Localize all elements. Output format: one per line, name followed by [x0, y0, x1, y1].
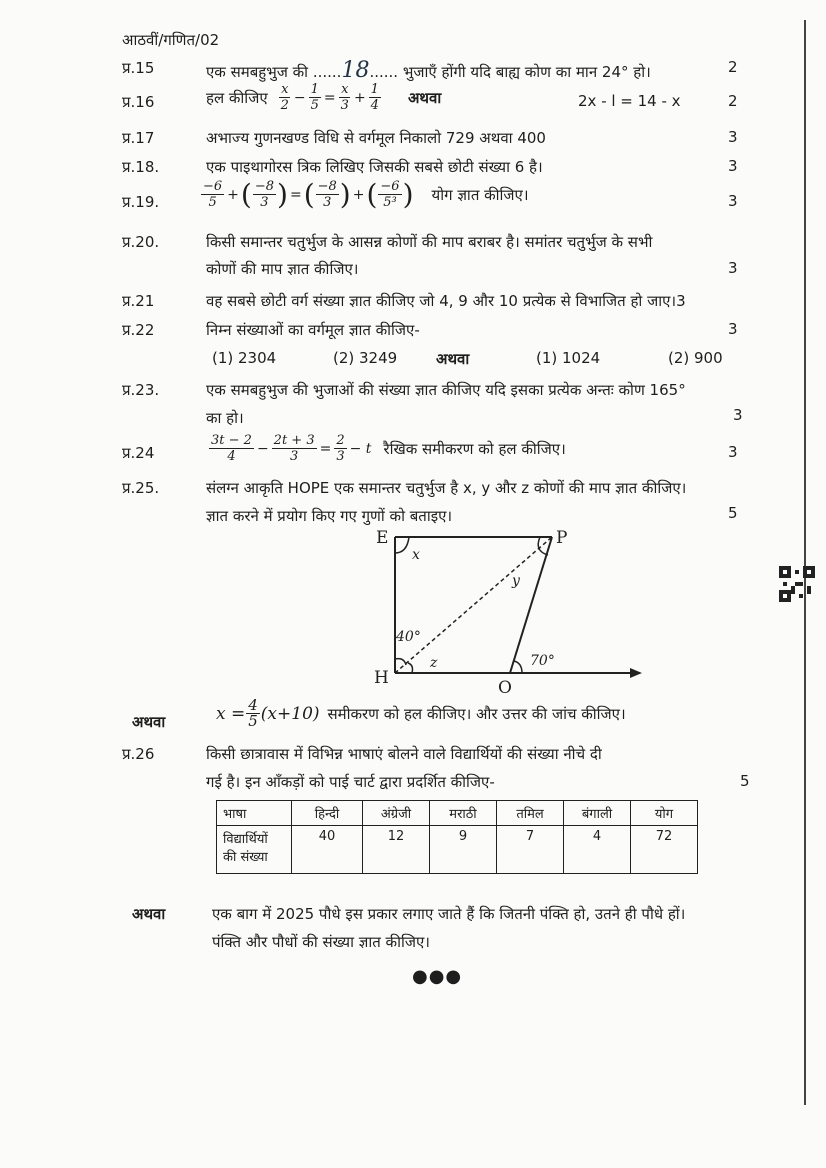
label-O: O — [498, 678, 512, 695]
table-header: मराठी — [430, 801, 497, 826]
label-E: E — [376, 528, 389, 548]
table-header: योग — [631, 801, 698, 826]
arrow-head — [630, 668, 642, 678]
label-y: y — [512, 573, 520, 589]
table-cell: 4 — [564, 826, 631, 874]
end-ornament: ●●● — [412, 966, 463, 987]
question-number: प्र.26 — [122, 745, 155, 763]
language-students-table — [216, 800, 698, 874]
marks: 3 — [733, 406, 743, 424]
angle-arc-z — [408, 663, 413, 673]
question-number: प्र.20. — [122, 233, 160, 251]
question-text: कोणों की माप ज्ञात कीजिए। — [206, 260, 359, 278]
equation: हल कीजिए $\frac{x}{2}$ − $\frac{1}{5}$ = $\frac{x}{3}$ + $\frac{1}{4}$ अथवा — [206, 82, 442, 113]
label-70: 70° — [530, 653, 555, 669]
label-P: P — [556, 528, 568, 548]
option: (2) 900 — [668, 349, 723, 367]
table-cell: 40 — [292, 826, 363, 874]
option: (1) 2304 — [212, 349, 277, 367]
marks: 5 — [728, 504, 738, 522]
equation: $\frac{3t - 2}{4}$ − $\frac{2t + 3}{3}$ = $\frac{2}{3}$ − t रैखिक समीकरण को हल कीजिए। — [211, 433, 566, 464]
marks: 3 — [728, 320, 738, 338]
or-label: अथवा — [132, 713, 166, 731]
or-label: अथवा — [132, 905, 166, 923]
equation: x = $\frac{4}{5}$ (x+10) समीकरण को हल कीजिए। और उत्तर की जांच कीजिए। — [216, 696, 626, 730]
option: (2) 3249 — [333, 349, 398, 367]
question-text: संलग्न आकृति HOPE एक समान्तर चतुर्भुज है x, y और z कोणों की माप ज्ञात कीजिए। — [206, 479, 687, 497]
marks: 3 — [728, 259, 738, 277]
angle-arc-70 — [514, 661, 522, 673]
question-text: का हो। — [206, 409, 244, 427]
question-text: निम्न संख्याओं का वर्गमूल ज्ञात कीजिए- — [206, 321, 420, 339]
parallelogram-figure — [360, 525, 650, 695]
table-cell: 72 — [631, 826, 698, 874]
question-text: पंक्ति और पौधों की संख्या ज्ञात कीजिए। — [212, 933, 430, 951]
equation: $\frac{-6}{5}$ + ( $\frac{-8}{3}$ ) = ( $\frac{-8}{3}$ ) + ( $\frac{-6}{\text{5³}}$ ) योग ज्ञात कीजिए। — [203, 178, 529, 211]
or-label: अथवा — [436, 350, 470, 368]
question-text: एक समबहुभुज की भुजाओं की संख्या ज्ञात कीजिए यदि इसका प्रत्येक अन्तः कोण 165° — [206, 381, 686, 399]
question-text: वह सबसे छोटी वर्ग संख्या ज्ञात कीजिए जो 4, 9 और 10 प्रत्येक से विभाजित हो जाए।3 — [206, 292, 686, 310]
question-text: किसी समान्तर चतुर्भुज के आसन्न कोणों की माप बराबर है। समांतर चतुर्भुज के सभी — [206, 233, 653, 251]
question-number: प्र.25. — [122, 479, 160, 497]
label-40: 40° — [396, 629, 421, 645]
handwritten-answer: 18 — [341, 58, 370, 83]
table-header: तमिल — [497, 801, 564, 826]
marks: 2 — [728, 58, 738, 76]
table-header: अंग्रेजी — [363, 801, 430, 826]
question-text: एक पाइथागोरस त्रिक लिखिए जिसकी सबसे छोटी संख्या 6 है। — [206, 158, 543, 176]
table-cell: 12 — [363, 826, 430, 874]
marks: 2 — [728, 92, 738, 110]
label-x: x — [412, 547, 420, 563]
table-header: भाषा — [217, 801, 292, 826]
question-text: ज्ञात करने में प्रयोग किए गए गुणों को बताइए। — [206, 507, 453, 525]
option: (1) 1024 — [536, 349, 601, 367]
question-number: प्र.21 — [122, 292, 155, 310]
alt-equation: 2x - l = 14 - x — [578, 92, 681, 110]
question-text: एक बाग में 2025 पौधे इस प्रकार लगाए जाते हैं कि जितनी पंक्ति हो, उतने ही पौधे हों। — [212, 905, 686, 923]
angle-arc-x — [395, 537, 409, 553]
question-number: प्र.22 — [122, 321, 155, 339]
label-H: H — [374, 668, 389, 688]
table-header: बंगाली — [564, 801, 631, 826]
question-text: किसी छात्रावास में विभिन्न भाषाएं बोलने वाले विद्यार्थियों की संख्या नीचे दी — [206, 745, 602, 763]
question-number: प्र.18. — [122, 158, 160, 176]
question-number: प्र.17 — [122, 129, 155, 147]
table-cell: 7 — [497, 826, 564, 874]
marks: 5 — [740, 772, 750, 790]
question-number: प्र.15 — [122, 59, 155, 77]
question-number: प्र.24 — [122, 444, 155, 462]
marks: 3 — [728, 192, 738, 210]
label-z: z — [430, 655, 438, 671]
qr-code-icon — [779, 566, 815, 602]
angle-arc-40 — [395, 659, 406, 665]
marks: 3 — [728, 128, 738, 146]
page-header: आठवीं/गणित/02 — [122, 31, 220, 49]
table-row-label: विद्यार्थियों की संख्या — [217, 826, 292, 874]
question-text: अभाज्य गुणनखण्ड विधि से वर्गमूल निकालो 729 अथवा 400 — [206, 129, 546, 147]
marks: 3 — [728, 443, 738, 461]
marks: 3 — [728, 157, 738, 175]
question-number: प्र.16 — [122, 93, 155, 111]
question-number: प्र.23. — [122, 381, 160, 399]
page-edge-line — [804, 20, 806, 1105]
question-text: एक समबहुभुज की ......18...... भुजाएँ होंगी यदि बाह्य कोण का मान 24° हो। — [206, 58, 651, 83]
table-cell: 9 — [430, 826, 497, 874]
question-number: प्र.19. — [122, 193, 160, 211]
question-text: गई है। इन आँकड़ों को पाई चार्ट द्वारा प्रदर्शित कीजिए- — [206, 773, 495, 791]
table-header: हिन्दी — [292, 801, 363, 826]
